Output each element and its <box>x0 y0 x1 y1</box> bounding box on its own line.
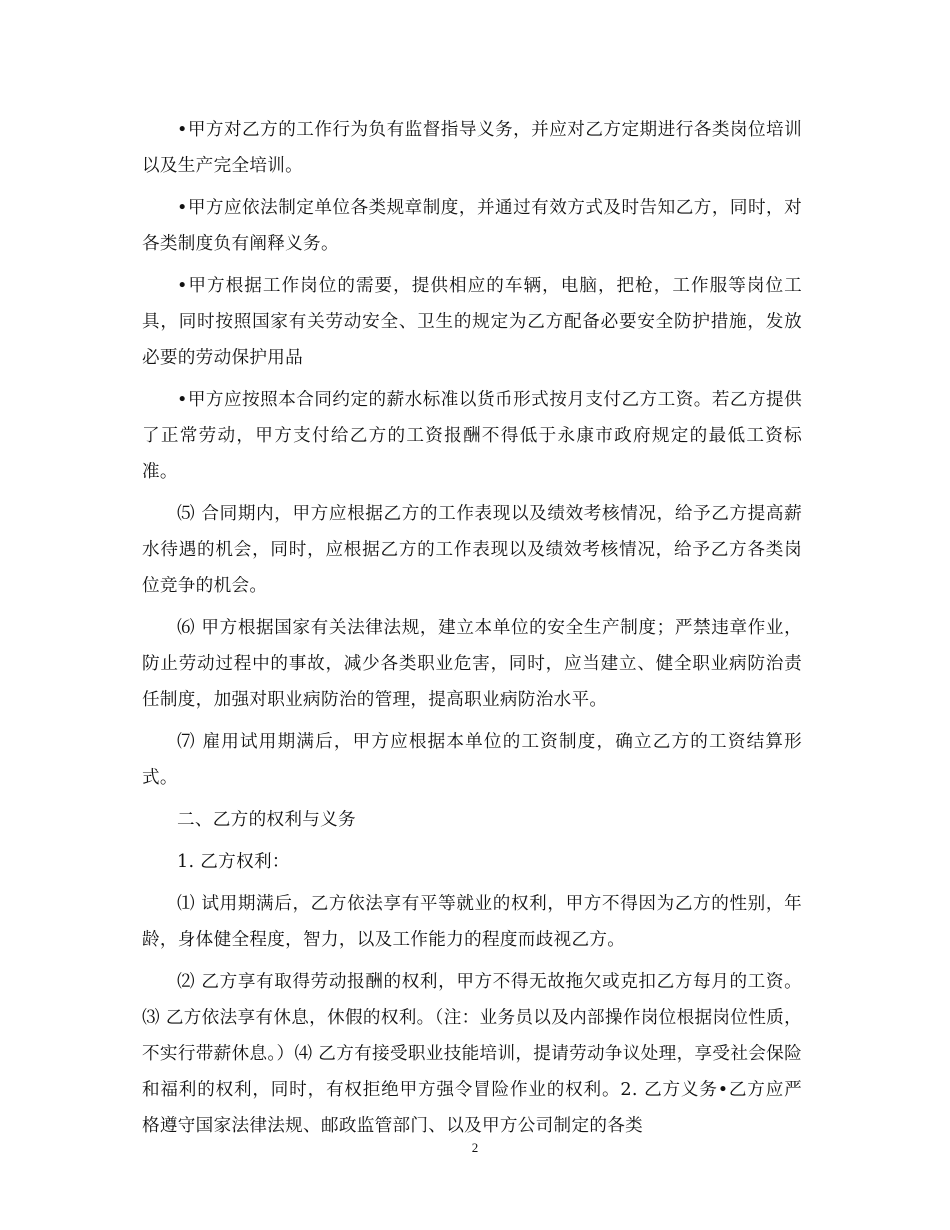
paragraph-right-1: ⑴ 试用期满后，乙方依法享有平等就业的权利，甲方不得因为乙方的性别，年龄，身体健全程度，智力，以及工作能力的程度而歧视乙方。 <box>142 894 802 950</box>
paragraph-clause-6: ⑹ 甲方根据国家有关法律法规，建立本单位的安全生产制度；严禁违章作业，防止劳动过程中的事故，减少各类职业危害，同时，应当建立、健全职业病防治责任制度，加强对职业病防治的管理，提高职业病防治水平。 <box>142 618 802 710</box>
page-number: 2 <box>471 1140 479 1155</box>
paragraph-supervision-duty: •甲方对乙方的工作行为负有监督指导义务，并应对乙方定期进行各类岗位培训以及生产完全培训。 <box>142 120 802 176</box>
paragraph-salary-duty: •甲方应按照本合同约定的薪水标准以货币形式按月支付乙方工资。若乙方提供了正常劳动，甲方支付给乙方的工资报酬不得低于永康市政府规定的最低工资标准。 <box>142 390 802 482</box>
paragraph-clause-5: ⑸ 合同期内，甲方应根据乙方的工作表现以及绩效考核情况，给予乙方提高薪水待遇的机会，同时，应根据乙方的工作表现以及绩效考核情况，给予乙方各类岗位竞争的机会。 <box>142 504 802 596</box>
subsection-heading-rights: 1. 乙方权利： <box>177 852 290 872</box>
paragraph-clause-7: ⑺ 雇用试用期满后，甲方应根据本单位的工资制度，确立乙方的工资结算形式。 <box>142 732 802 788</box>
document-body <box>142 112 802 1150</box>
paragraph-rules-duty: •甲方应依法制定单位各类规章制度，并通过有效方式及时告知乙方，同时，对各类制度负有阐释义务。 <box>142 198 802 254</box>
section-heading-party-b: 二、乙方的权利与义务 <box>177 810 356 830</box>
paragraph-right-2-to-4: ⑵ 乙方享有取得劳动报酬的权利，甲方不得无故拖欠或克扣乙方每月的工资。⑶ 乙方依法享有休息，休假的权利。（注：业务员以及内部操作岗位根据岗位性质，不实行带薪休息。）⑷ 乙方有接受职业技能培训，提请劳动争议处理，享受社会保险和福利的权利，同时，有权拒绝甲方强令冒险作业的权利。2. 乙方义务•乙方应严格遵守国家法律法规、邮政监管部门、以及甲方公司制定的各类 <box>142 972 802 1136</box>
paragraph-equipment-duty: •甲方根据工作岗位的需要，提供相应的车辆，电脑，把枪，工作服等岗位工具，同时按照国家有关劳动安全、卫生的规定为乙方配备必要安全防护措施，发放必要的劳动保护用品 <box>142 276 802 368</box>
